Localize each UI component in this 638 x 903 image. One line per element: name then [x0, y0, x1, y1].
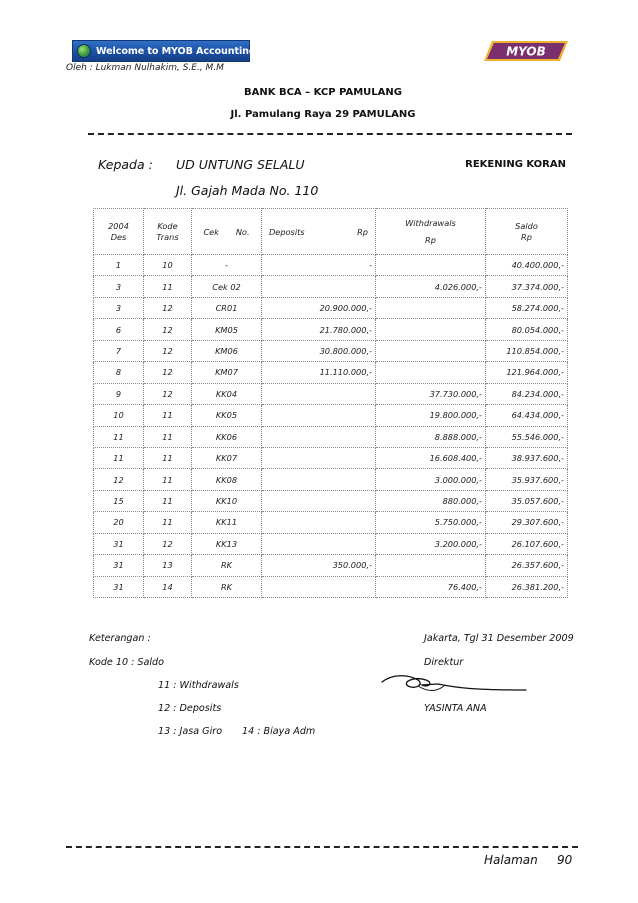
row-day: 31: [94, 555, 144, 576]
note-code-10: Kode 10 : Saldo: [89, 657, 164, 668]
row-day: 1: [94, 255, 144, 276]
row-ref: KM07: [192, 362, 262, 383]
row-code: 10: [144, 255, 192, 276]
row-code: 12: [144, 362, 192, 383]
header-divider: [88, 133, 572, 135]
row-code: 12: [144, 383, 192, 404]
withdrawals-header: [376, 209, 486, 255]
row-day: 11: [94, 447, 144, 468]
row-withdrawal: 19.800.000,-: [376, 405, 486, 426]
code-header-top: Kode: [157, 220, 178, 231]
statement-title: REKENING KORAN: [465, 159, 566, 170]
row-ref: RK: [192, 555, 262, 576]
row-deposit: 20.900.000,-: [262, 297, 376, 318]
deposits-header-label: Deposits: [269, 226, 305, 237]
footer-divider: [66, 846, 578, 848]
note-code-14: 14 : Biaya Adm: [242, 726, 316, 737]
page-number: 90: [557, 853, 573, 867]
row-withdrawal: [376, 319, 486, 340]
row-deposit: 11.110.000,-: [262, 362, 376, 383]
saldo-header-label: Saldo: [515, 220, 538, 231]
note-code-11: 11 : Withdrawals: [158, 680, 239, 691]
row-balance: 26.381.200,-: [486, 576, 568, 597]
withdrawals-header-label: Withdrawals: [405, 217, 456, 228]
row-ref: KK13: [192, 533, 262, 554]
row-withdrawal: 4.026.000,-: [376, 276, 486, 297]
recipient-name: UD UNTUNG SELALU: [176, 157, 305, 172]
row-ref: KK11: [192, 512, 262, 533]
row-balance: 35.937.600,-: [486, 469, 568, 490]
globe-icon: [77, 44, 91, 58]
row-code: 11: [144, 405, 192, 426]
table-row: [94, 362, 568, 383]
row-balance: 29.307.600,-: [486, 512, 568, 533]
row-code: 11: [144, 447, 192, 468]
row-ref: KK05: [192, 405, 262, 426]
table-row: [94, 555, 568, 576]
page-label: Halaman: [484, 853, 538, 867]
row-day: 7: [94, 340, 144, 361]
code-header-bottom: Trans: [156, 231, 179, 242]
row-balance: 40.400.000,-: [486, 255, 568, 276]
row-balance: 26.107.600,-: [486, 533, 568, 554]
row-balance: 64.434.000,-: [486, 405, 568, 426]
deposits-header: [262, 209, 376, 255]
date-header: [94, 209, 144, 255]
recipient-label: Kepada :: [98, 157, 153, 172]
row-deposit: [262, 512, 376, 533]
row-withdrawal: [376, 555, 486, 576]
row-ref: CR01: [192, 297, 262, 318]
row-code: 12: [144, 340, 192, 361]
row-deposit: 30.800.000,-: [262, 340, 376, 361]
month-header: Des: [110, 231, 127, 242]
no-header: No.: [235, 226, 250, 237]
row-withdrawal: [376, 340, 486, 361]
row-ref: RK: [192, 576, 262, 597]
row-withdrawal: [376, 255, 486, 276]
table-row: [94, 533, 568, 554]
row-code: 11: [144, 426, 192, 447]
row-deposit: 21.780.000,-: [262, 319, 376, 340]
row-withdrawal: 880.000,-: [376, 490, 486, 511]
row-balance: 121.964.000,-: [486, 362, 568, 383]
row-withdrawal: 8.888.000,-: [376, 426, 486, 447]
recipient-address: Jl. Gajah Mada No. 110: [176, 183, 319, 198]
row-ref: KM06: [192, 340, 262, 361]
row-balance: 37.374.000,-: [486, 276, 568, 297]
row-balance: 58.274.000,-: [486, 297, 568, 318]
saldo-header-unit: Rp: [521, 231, 532, 242]
row-code: 12: [144, 319, 192, 340]
table-row: [94, 490, 568, 511]
row-day: 15: [94, 490, 144, 511]
statement-table: [93, 208, 568, 598]
myob-welcome-banner: [72, 40, 256, 62]
row-deposit: [262, 447, 376, 468]
table-row: [94, 405, 568, 426]
row-day: 10: [94, 405, 144, 426]
note-code-13: 13 : Jasa Giro: [158, 726, 223, 737]
table-row: [94, 340, 568, 361]
table-row: [94, 383, 568, 404]
row-code: 12: [144, 297, 192, 318]
saldo-header: [486, 209, 568, 255]
row-day: 3: [94, 276, 144, 297]
myob-logo: [482, 40, 570, 62]
row-deposit: [262, 576, 376, 597]
code-header: [144, 209, 192, 255]
logo-text: MYOB: [506, 44, 546, 59]
banner-text: Welcome to MYOB Accounting: [96, 45, 256, 57]
note-code-12: 12 : Deposits: [158, 703, 222, 714]
row-code: 11: [144, 469, 192, 490]
notes-heading: Keterangan :: [89, 633, 151, 644]
bank-name: BANK BCA – KCP PAMULANG: [244, 87, 402, 98]
author-credit: Oleh : Lukman Nulhakim, S.E., M.M: [66, 63, 224, 73]
table-row: [94, 512, 568, 533]
place-date: Jakarta, Tgl 31 Desember 2009: [424, 633, 574, 644]
row-code: 11: [144, 276, 192, 297]
row-deposit: [262, 490, 376, 511]
row-ref: KK08: [192, 469, 262, 490]
row-deposit: [262, 383, 376, 404]
deposits-header-unit: Rp: [357, 226, 368, 237]
table-header-row: [94, 209, 568, 255]
table-row: [94, 297, 568, 318]
table-row: [94, 426, 568, 447]
table-row: [94, 255, 568, 276]
year-header: 2004: [108, 220, 129, 231]
row-withdrawal: [376, 297, 486, 318]
row-withdrawal: 37.730.000,-: [376, 383, 486, 404]
row-withdrawal: 76.400,-: [376, 576, 486, 597]
row-balance: 38.937.600,-: [486, 447, 568, 468]
row-day: 20: [94, 512, 144, 533]
row-code: 11: [144, 490, 192, 511]
row-code: 12: [144, 533, 192, 554]
row-day: 3: [94, 297, 144, 318]
row-deposit: 350.000,-: [262, 555, 376, 576]
row-balance: 84.234.000,-: [486, 383, 568, 404]
row-balance: 35.057.600,-: [486, 490, 568, 511]
row-deposit: [262, 276, 376, 297]
table-row: [94, 276, 568, 297]
row-day: 8: [94, 362, 144, 383]
row-day: 11: [94, 426, 144, 447]
table-row: [94, 469, 568, 490]
row-code: 14: [144, 576, 192, 597]
row-day: 12: [94, 469, 144, 490]
row-day: 31: [94, 533, 144, 554]
row-day: 31: [94, 576, 144, 597]
bank-address: Jl. Pamulang Raya 29 PAMULANG: [230, 109, 416, 120]
cek-no-header: [192, 209, 262, 255]
table-row: [94, 319, 568, 340]
statement-rows: [94, 255, 568, 598]
withdrawals-header-unit: Rp: [425, 234, 436, 245]
cek-header: Cek: [203, 226, 219, 237]
row-deposit: [262, 405, 376, 426]
row-ref: KK07: [192, 447, 262, 468]
signer-name: YASINTA ANA: [424, 703, 487, 714]
table-row: [94, 576, 568, 597]
row-withdrawal: 16.608.400,-: [376, 447, 486, 468]
handwritten-signature: [378, 670, 528, 698]
row-ref: KK06: [192, 426, 262, 447]
row-day: 9: [94, 383, 144, 404]
row-balance: 55.546.000,-: [486, 426, 568, 447]
row-withdrawal: 3.000.000,-: [376, 469, 486, 490]
row-withdrawal: 5.750.000,-: [376, 512, 486, 533]
row-day: 6: [94, 319, 144, 340]
row-deposit: [262, 469, 376, 490]
row-withdrawal: 3.200.000,-: [376, 533, 486, 554]
row-balance: 110.854.000,-: [486, 340, 568, 361]
row-code: 13: [144, 555, 192, 576]
row-withdrawal: [376, 362, 486, 383]
row-deposit: [262, 533, 376, 554]
row-ref: -: [192, 255, 262, 276]
row-balance: 80.054.000,-: [486, 319, 568, 340]
row-deposit: [262, 426, 376, 447]
row-code: 11: [144, 512, 192, 533]
row-ref: Cek 02: [192, 276, 262, 297]
signer-role: Direktur: [424, 657, 464, 668]
row-ref: KK10: [192, 490, 262, 511]
row-deposit: -: [262, 255, 376, 276]
row-ref: KM05: [192, 319, 262, 340]
row-balance: 26.357.600,-: [486, 555, 568, 576]
table-row: [94, 447, 568, 468]
row-ref: KK04: [192, 383, 262, 404]
